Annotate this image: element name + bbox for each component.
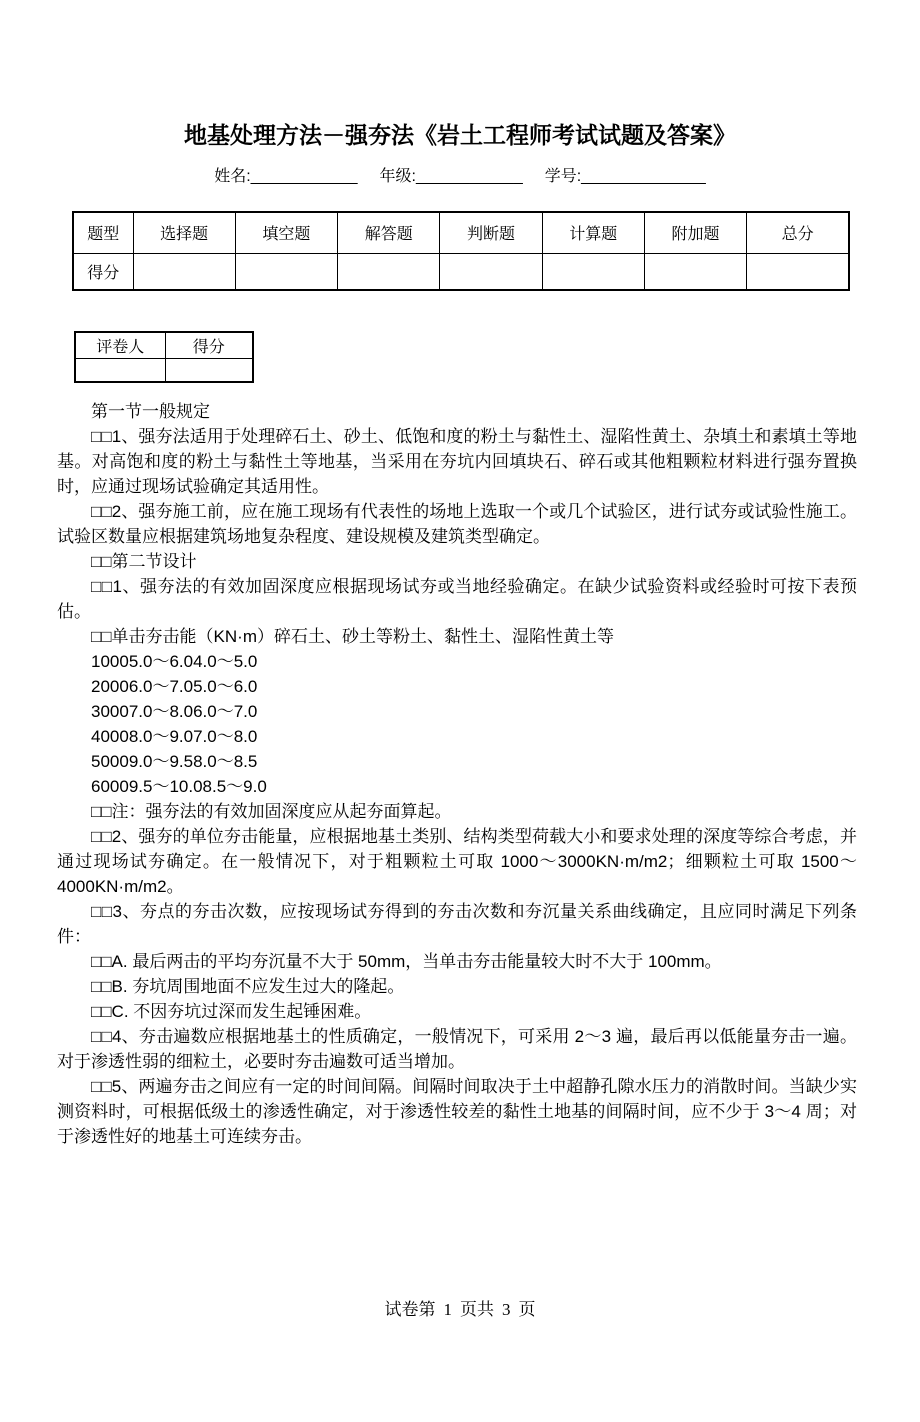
student-id-field	[545, 165, 706, 189]
footer-mid: 页共	[460, 1300, 494, 1319]
footer-total-pages: 3	[502, 1300, 511, 1319]
exam-body-text	[57, 399, 857, 1149]
grader-table	[74, 331, 254, 383]
student-id-label: 学号:	[544, 168, 582, 185]
grader-table-header-row	[75, 332, 253, 358]
score-header-answer: 解答题	[338, 212, 440, 253]
energy-depth-data-line: 30007.0～8.06.0～7.0	[91, 702, 258, 721]
score-table-score-row	[73, 253, 849, 290]
grader-table-value-row	[75, 358, 253, 382]
score-row-label: 得分	[73, 253, 133, 290]
note-paragraph: □□注：强夯法的有效加固深度应从起夯面算起。	[91, 802, 452, 821]
name-field	[214, 165, 357, 189]
grade-field	[379, 165, 522, 189]
footer-suffix: 页	[518, 1300, 536, 1319]
student-id-blank-line: ______________	[581, 168, 706, 185]
footer-current-page: 1	[443, 1300, 452, 1319]
energy-depth-data-line: 40008.0～9.07.0～8.0	[91, 727, 258, 746]
body-paragraph: □□单击夯击能（KN·m）碎石土、砂土等粉土、黏性土、湿陷性黄土等	[91, 627, 614, 646]
body-paragraph: □□2、强夯施工前，应在施工现场有代表性的场地上选取一个或几个试验区，进行试夯或试验性施工。试验区数量应根据建筑场地复杂程度、建设规模及建筑类型确定。	[57, 502, 857, 546]
energy-depth-data-line: 10005.0～6.04.0～5.0	[91, 652, 258, 671]
student-info-line	[0, 165, 920, 189]
score-header-multiple-choice: 选择题	[133, 212, 235, 253]
score-cell	[440, 253, 542, 290]
score-cell	[338, 253, 440, 290]
energy-depth-data-line: 20006.0～7.05.0～6.0	[91, 677, 258, 696]
score-cell	[747, 253, 849, 290]
body-paragraph: □□4、夯击遍数应根据地基土的性质确定，一般情况下，可采用 2～3 遍，最后再以低能量夯击一遍。对于渗透性弱的细粒土，必要时夯击遍数可适当增加。	[57, 1027, 857, 1071]
score-cell	[133, 253, 235, 290]
body-paragraph: □□2、强夯的单位夯击能量，应根据地基土类别、结构类型荷载大小和要求处理的深度等综合考虑，并通过现场试夯确定。在一般情况下，对于粗颗粒土可取 1000～3000KN·m/m2；细颗粒土可取 1500～4000KN·m/m2。	[57, 827, 857, 896]
name-label: 姓名:	[214, 168, 251, 185]
score-header-bonus: 附加题	[644, 212, 746, 253]
footer-prefix: 试卷第	[384, 1300, 436, 1319]
grader-reviewer-cell	[75, 358, 165, 382]
section1-heading: 第一节一般规定	[91, 402, 210, 421]
score-cell	[542, 253, 644, 290]
page-title: 地基处理方法－强夯法《岩土工程师考试试题及答案》	[184, 122, 736, 148]
name-blank-line: ____________	[250, 168, 358, 185]
condition-item-c: □□C. 不因夯坑过深而发生起锤困难。	[91, 1002, 372, 1021]
body-paragraph: □□1、强夯法适用于处理碎石土、砂土、低饱和度的粉土与黏性土、湿陷性黄土、杂填土和素填土等地基。对高饱和度的粉土与黏性土等地基，当采用在夯坑内回填块石、碎石或其他粗颗粒材料进行强夯置换时，应通过现场试验确定其适用性。	[57, 427, 857, 496]
energy-depth-data-line: 60009.5～10.08.5～9.0	[91, 777, 267, 796]
score-cell	[235, 253, 337, 290]
score-header-question-type: 题型	[73, 212, 133, 253]
body-paragraph: □□3、夯点的夯击次数，应按现场试夯得到的夯击次数和夯沉量关系曲线确定，且应同时满足下列条件：	[57, 902, 857, 946]
score-header-fill-blank: 填空题	[235, 212, 337, 253]
condition-item-a: □□A. 最后两击的平均夯沉量不大于 50mm，当单击夯击能量较大时不大于 100mm。	[91, 952, 722, 971]
condition-item-b: □□B. 夯坑周围地面不应发生过大的隆起。	[91, 977, 405, 996]
score-summary-table	[72, 211, 850, 291]
grade-label: 年级:	[379, 168, 416, 185]
section2-heading: □□第二节设计	[91, 552, 197, 571]
grader-score-cell	[165, 358, 253, 382]
score-cell	[644, 253, 746, 290]
score-header-true-false: 判断题	[440, 212, 542, 253]
body-paragraph: □□1、强夯法的有效加固深度应根据现场试夯或当地经验确定。在缺少试验资料或经验时可按下表预估。	[57, 577, 857, 621]
score-header-calculation: 计算题	[542, 212, 644, 253]
body-paragraph: □□5、两遍夯击之间应有一定的时间间隔。间隔时间取决于土中超静孔隙水压力的消散时间。当缺少实测资料时，可根据低级土的渗透性确定，对于渗透性较差的黏性土地基的间隔时间，应不少于 3～4 周；对于渗透性好的地基土可连续夯击。	[57, 1077, 857, 1146]
score-header-total: 总分	[747, 212, 849, 253]
energy-depth-data-line: 50009.0～9.58.0～8.5	[91, 752, 258, 771]
grader-header-reviewer: 评卷人	[75, 332, 165, 358]
grade-blank-line: ____________	[415, 168, 523, 185]
score-table-header-row	[73, 212, 849, 253]
grader-header-score: 得分	[165, 332, 253, 358]
